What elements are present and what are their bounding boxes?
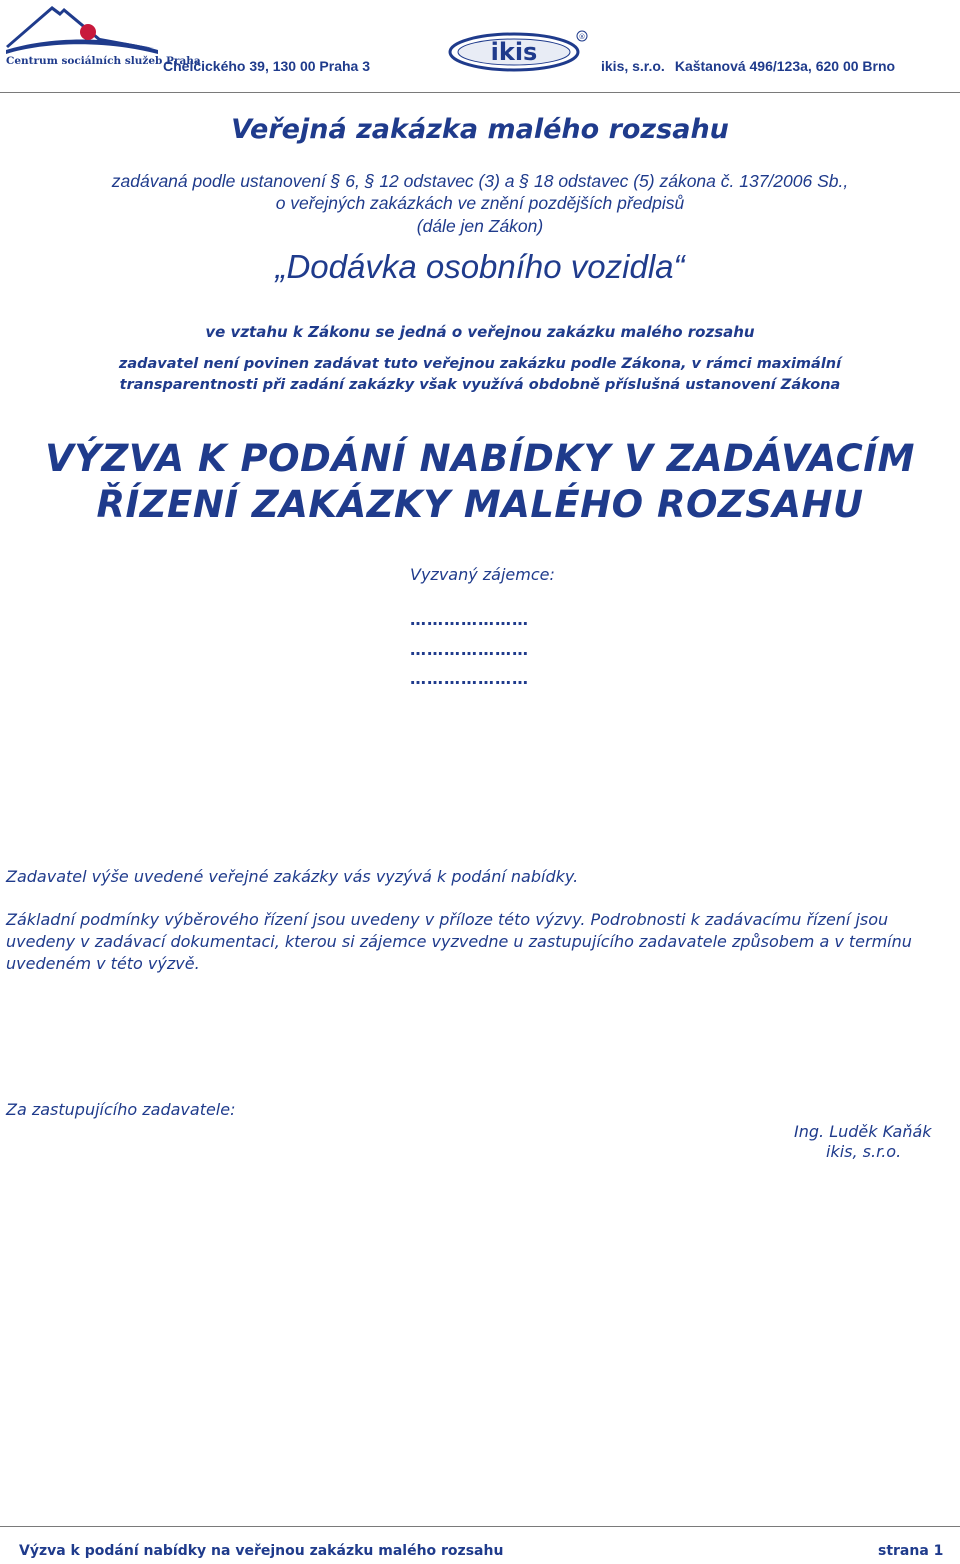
- conditions-paragraph: Základní podmínky výběrového řízení jsou uvedeny v příloze této výzvy. Podrobnosti k zadávacímu řízení jsou uvedeny v zadávací dokumentaci, kterou si zájemce vyzvedne u zastupujícího zadavatele způsobem a v termínu uvedeném v této výzvě.: [6, 910, 912, 973]
- csssp-logo-text: Centrum sociálních služeb Praha: [6, 55, 201, 67]
- invited-party-line-2: …………………: [410, 640, 529, 659]
- signer-company: ikis, s.r.o.: [826, 1142, 902, 1161]
- signer-label: Za zastupujícího zadavatele:: [6, 1100, 236, 1119]
- ikis-oval-logo-icon: [448, 28, 590, 74]
- ikis-logo-text: ikis: [490, 38, 538, 66]
- header-divider: [0, 92, 960, 93]
- legal-basis-line-3: (dále jen Zákon): [416, 216, 544, 236]
- invited-party-label: Vyzvaný zájemce:: [410, 565, 555, 584]
- contract-scope: ve vztahu k Zákonu se jedná o veřejnou zakázku malého rozsahu: [205, 323, 755, 341]
- footer-document-title: Výzva k podání nabídky na veřejnou zakázku malého rozsahu: [19, 1543, 504, 1559]
- right-company: ikis, s.r.o.: [601, 58, 665, 74]
- invited-party-line-1: …………………: [410, 610, 529, 629]
- legal-basis-line-1: zadávaná podle ustanovení § 6, § 12 odstavec (3) a § 18 odstavec (5) zákona č. 137/2006 Sb.,: [111, 171, 849, 191]
- right-address-block: [601, 58, 895, 74]
- footer-divider: [0, 1526, 960, 1527]
- invited-party-line-3: …………………: [410, 669, 529, 688]
- invitation-heading-line-1: VÝZVA K PODÁNÍ NABÍDKY V ZADÁVACÍM: [45, 437, 915, 480]
- invitation-heading: [0, 436, 960, 528]
- legal-basis-line-2: o veřejných zakázkách ve znění pozdějších předpisů: [275, 193, 685, 213]
- page-number: strana 1: [878, 1543, 944, 1559]
- registered-mark: ®: [578, 33, 586, 41]
- invitation-heading-line-2: ŘÍZENÍ ZAKÁZKY MALÉHO ROZSAHU: [96, 483, 864, 526]
- signer-name: Ing. Luděk Kaňák: [794, 1122, 932, 1141]
- ikis-logo: [448, 28, 590, 74]
- invitation-paragraph: Zadavatel výše uvedené veřejné zakázky vás vyzývá k podání nabídky.: [6, 867, 579, 886]
- left-address: Chelčického 39, 130 00 Praha 3: [163, 58, 371, 74]
- transparency-note: zadavatel není povinen zadávat tuto veřejnou zakázku podle Zákona, v rámci maximální transparentnosti při zadání zakázky však využívá obdobně příslušná ustanovení Zákona: [118, 356, 842, 393]
- contract-subject: „Dodávka osobního vozidla“: [275, 248, 685, 285]
- document-title: Veřejná zakázka malého rozsahu: [231, 114, 729, 145]
- right-address: Kaštanová 496/123a, 620 00 Brno: [674, 58, 896, 74]
